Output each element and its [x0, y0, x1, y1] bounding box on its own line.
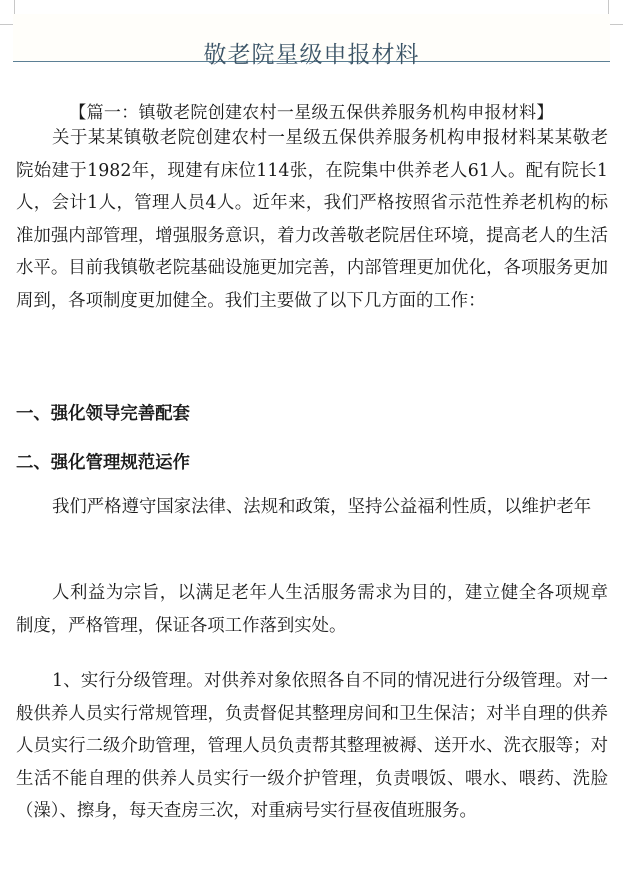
document-subtitle: 【篇一：镇敬老院创建农村一星级五保供养服务机构申报材料】	[69, 103, 554, 123]
body-paragraph-2: 人利益为宗旨，以满足老年人生活服务需求为目的，建立健全各项规章制度，严格管理，保证各项工作落到实处。	[16, 583, 608, 636]
body-paragraph-1: 我们严格遵守国家法律、法规和政策，坚持公益福利性质，以维护老年	[52, 497, 592, 517]
page-corner-mark-top-right	[608, 0, 623, 25]
intro-paragraph: 关于某某镇敬老院创建农村一星级五保供养服务机构申报材料某某敬老院始建于1982年，现建有床位114张，在院集中供养老人61人。配有院长1人，会计1人，管理人员4人。近年来，我们严格按照省示范性养老机构的标准加强内部管理，增强服务意识，着力改善敬老院居住环境，提高老人的生活水平。目前我镇敬老院基础设施更加完善，内部管理更加优化，各项服务更加周到，各项制度更加健全。我们主要做了以下几方面的工作：	[16, 128, 608, 311]
title-block	[13, 14, 610, 69]
section-heading-1: 一、强化领导完善配套	[16, 404, 190, 424]
body-paragraph-3: 1、实行分级管理。对供养对象依照各自不同的情况进行分级管理。对一般供养人员实行常规管理，负责督促其整理房间和卫生保洁；对半自理的供养人员实行二级介助管理，管理人员负责帮其整理被褥、送开水、洗衣服等；对生活不能自理的供养人员实行一级介护管理，负责喂饭、喂水、喂药、洗脸（澡）、擦身，每天查房三次，对重病号实行昼夜值班服务。	[16, 671, 608, 821]
document-title: 敬老院星级申报材料	[203, 42, 420, 69]
section-heading-2: 二、强化管理规范运作	[16, 453, 190, 473]
